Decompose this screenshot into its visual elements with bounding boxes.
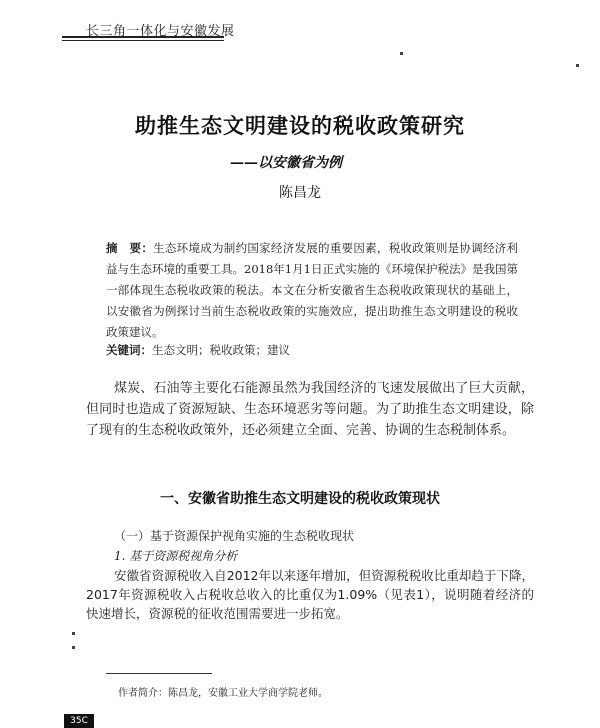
abstract xyxy=(106,238,518,343)
section-heading: 一、安徽省助推生态文明建设的税收政策现状 xyxy=(160,491,440,507)
scan-speck xyxy=(400,52,403,55)
body-paragraph: 安徽省资源税收入自2012年以来逐年增加，但资源税税收比重却趋于下降，2017年资源税收入占税收总收入的比重仅为1.09%（见表1），说明随着经济的快速增长，资源税的征收范围需要进一步拓宽。 xyxy=(86,568,534,621)
scan-speck xyxy=(72,632,75,635)
author-footnote: 作者简介：陈昌龙，安徽工业大学商学院老师。 xyxy=(118,688,328,699)
abstract-label: 摘 要： xyxy=(106,241,154,255)
scan-speck xyxy=(72,646,75,649)
author-name: 陈昌龙 xyxy=(279,185,321,201)
keywords-text: 生态文明；税收政策；建议 xyxy=(152,343,290,357)
subsection-heading: （一）基于资源保护视角实施的生态税收现状 xyxy=(114,529,355,543)
running-head: 长三角一体化与安徽发展 xyxy=(86,24,235,39)
keywords-label: 关键词： xyxy=(106,343,152,357)
sub-subsection-heading: 1. 基于资源税视角分析 xyxy=(114,549,238,563)
article-title: 助推生态文明建设的税收政策研究 xyxy=(135,114,465,138)
article-subtitle: ——以安徽省为例 xyxy=(230,155,342,171)
header-rule-thick xyxy=(62,36,224,38)
footnote-rule xyxy=(106,673,212,674)
scan-speck xyxy=(576,64,579,67)
abstract-text: 生态环境成为制约国家经济发展的重要因素，税收政策则是协调经济利益与生态环境的重要工具。2018年1月1日正式实施的《环境保护税法》是我国第一部体现生态税收政策的税法。本文在分析安徽省生态税收政策现状的基础上，以安徽省为例探讨当前生态税收政策的实施效应，提出助推生态文明建设的税收政策建议。 xyxy=(106,241,519,339)
page-number: 35C xyxy=(64,714,94,728)
header-rule-thin xyxy=(62,40,224,41)
keywords xyxy=(106,342,518,358)
intro-paragraph: 煤炭、石油等主要化石能源虽然为我国经济的飞速发展做出了巨大贡献，但同时也造成了资源短缺、生态环境恶劣等问题。为了助推生态文明建设，除了现有的生态税收政策外，还必须建立全面、完善、协调的生态税制体系。 xyxy=(86,381,534,438)
